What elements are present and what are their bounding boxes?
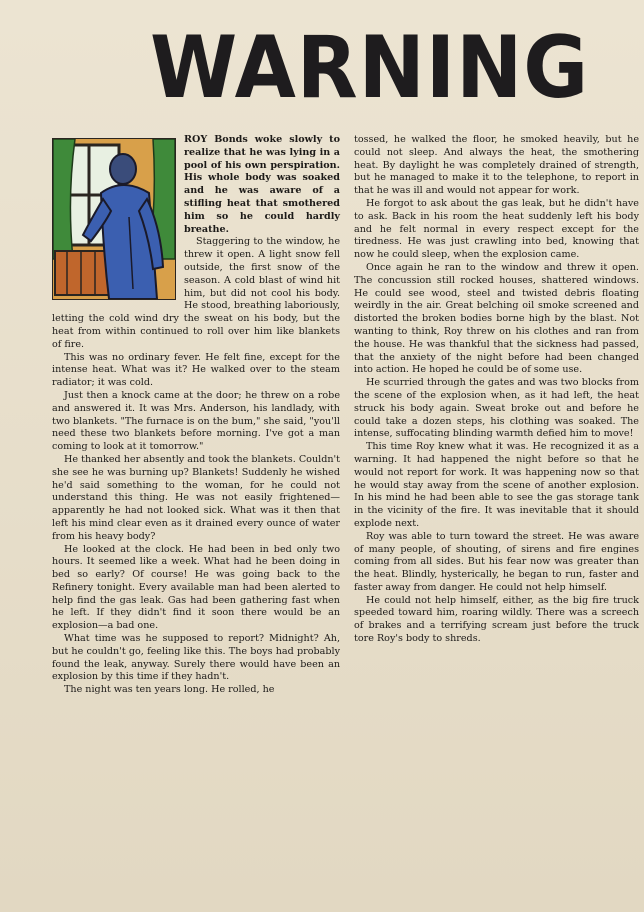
paragraph: He forgot to ask about the gas leak, but he didn't have to ask. Back in his room the heat suddenly left his body and he felt normal in every respect except for the tiredness. He was just crawling into bed, knowing that now he could sleep, when the explosion came.	[354, 197, 639, 261]
paragraph: What time was he supposed to report? Midnight? Ah, but he couldn't go, feeling like this. The boys had probably found the leak, anyway. Surely there would have been an explosion by this time if they hadn't.	[52, 633, 340, 683]
paragraph: He thanked her absently and took the blankets. Couldn't she see he was burning up? Blankets! Suddenly he wished he'd said something to the woman, for he could not understand this thing. He was not easily frightened—apparently he had not looked sick. What was it then that left his mind clear even as it drained every ounce of water from his heavy body?	[52, 453, 341, 542]
paragraph: He looked at the clock. He had been in bed only two hours. It seemed like a week. What had he been doing in bed so early? Of course! He was going back to the Refinery tonight. Every available man had been alerted to help find the gas leak. Gas had been gathering fast when he left. If they didn't find it soon there would be an explosion—a bad one.	[52, 543, 340, 632]
right-column	[354, 134, 639, 646]
paragraph: This was no ordinary fever. He felt fine, except for the intense heat. What was it? He walked over to the steam radiator; it was cold.	[52, 351, 340, 389]
paragraph: Staggering to the window, he threw it open. A light snow fell outside, the first snow of the season. A cold blast of wind hit him, but did not cool his body. He stood, breathing laboriously, letting the cold wind dry the sweat on his body, but the heat from within continued to roll over him like blankets of fire.	[52, 236, 340, 350]
illustration-man-at-window	[52, 138, 176, 300]
paragraph: Once again he ran to the window and threw it open. The concussion still rocked houses, shattered windows. He could see wood, steel and twisted debris floating weirdly in the air. Great belching oil smoke screened and distorted the broken bodies borne high by the blast. Not wanting to think, Roy threw on his clothes and ran from the house. He was thankful that the sickness had passed, that the anxiety of the night before had been changed into action. He hoped he could be of some use.	[354, 261, 639, 376]
left-column	[52, 134, 340, 697]
intro-text: ROY Bonds woke slowly to realize that he was lying in a pool of his own perspiration. His whole body was soaked and he was aware of a stifling heat that smothered him so he could hardly breathe.	[184, 134, 340, 235]
paragraph: He could not help himself, either, as the big fire truck speeded toward him, roaring wildly. There was a screech of brakes and a terrifying scream just before the truck tore Roy's body to shreds.	[354, 594, 639, 645]
paragraph: Just then a knock came at the door; he threw on a robe and answered it. It was Mrs. Anderson, his landlady, with two blankets. "The furnace is on the bum," she said, "you'll need these two blankets before morning. I've got a man coming to look at it tomorrow."	[52, 389, 340, 453]
paragraph: He scurried through the gates and was two blocks from the scene of the explosion when, as it had left, the heat struck his body again. Sweat broke out and before he could take a dozen steps, his clothing was soaked. The intense, suffocating blinding warmth defied him to move!	[354, 377, 639, 440]
paragraph: tossed, he walked the floor, he smoked heavily, but he could not sleep. And always the heat, the smothering heat. By daylight he was completely drained of strength, but he managed to make it to the telephone, to report in that he was ill and would not appear for work.	[354, 134, 639, 197]
man-at-window-icon	[53, 139, 175, 299]
paragraph: Roy was able to turn toward the street. He was aware of many people, of shouting, of sirens and fire engines coming from all sides. But his fear now was greater than the heat. Blindly, hysterically, he began to run, faster and faster away from danger. He could not help himself.	[354, 530, 639, 593]
story-title: WARNING	[150, 18, 590, 118]
paragraph: The night was ten years long. He rolled, he	[64, 684, 275, 696]
paragraph: This time Roy knew what it was. He recognized it as a warning. It had happened the night before so that he would not report for work. It was happening now so that he would stay away from the scene of another explosion. In his mind he had been able to see the gas storage tank in the vicinity of the fire. It was inevitable that it should explode next.	[354, 441, 639, 529]
